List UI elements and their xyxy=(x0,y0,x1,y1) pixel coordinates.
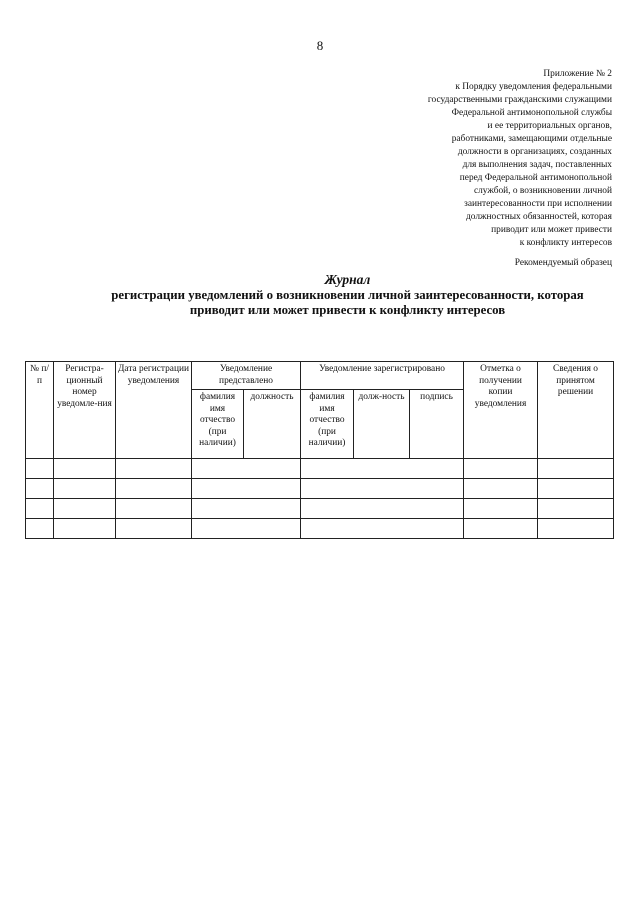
table-cell xyxy=(538,479,614,499)
appendix-line: должностных обязанностей, которая xyxy=(466,212,612,222)
table-cell xyxy=(538,499,614,519)
document-title: Журнал xyxy=(324,272,371,287)
header-copy-mark: Отметка о получении копии уведомления xyxy=(464,362,538,459)
document-subtitle-line: регистрации уведомлений о возникновении личной заинтересованности, которая xyxy=(111,288,584,302)
table-row xyxy=(26,499,614,519)
table-row xyxy=(26,479,614,499)
appendix-line: службой, о возникновении личной xyxy=(473,186,612,196)
appendix-line: работниками, замещающими отдельные xyxy=(451,134,612,144)
appendix-reference xyxy=(352,68,612,250)
header-registered-name: фамилия имя отчество (при наличии) xyxy=(301,390,354,459)
header-registered-position: долж-ность xyxy=(354,390,410,459)
journal-table xyxy=(25,361,614,539)
header-registered-group: Уведомление зарегистрировано xyxy=(301,362,464,390)
table-row xyxy=(26,459,614,479)
header-reg-date: Дата регистрации уведомления xyxy=(116,362,192,459)
appendix-line: Приложение № 2 xyxy=(543,69,612,79)
table-cell xyxy=(538,519,614,539)
table-cell xyxy=(192,459,301,479)
appendix-line: приводит или может привести xyxy=(491,225,612,235)
sample-label: Рекомендуемый образец xyxy=(514,258,612,268)
document-subtitle-line: приводит или может привести к конфликту интересов xyxy=(189,303,506,317)
appendix-line: государственными гражданскими служащими xyxy=(427,95,612,105)
table-cell xyxy=(116,459,192,479)
header-submitted-group: Уведомление представлено xyxy=(192,362,301,390)
appendix-line: для выполнения задач, поставленных xyxy=(462,160,612,170)
table-cell xyxy=(301,519,464,539)
table-cell xyxy=(192,519,301,539)
table-cell xyxy=(116,479,192,499)
table-cell xyxy=(26,479,54,499)
table-cell xyxy=(464,459,538,479)
header-reg-number: Регистра-ционный номер уведомле-ния xyxy=(54,362,116,459)
table-cell xyxy=(301,499,464,519)
table-cell xyxy=(464,519,538,539)
table-cell xyxy=(301,479,464,499)
header-decision: Сведения о принятом решении xyxy=(538,362,614,459)
header-submitted-name: фамилия имя отчество (при наличии) xyxy=(192,390,244,459)
table-cell xyxy=(26,499,54,519)
appendix-line: к Порядку уведомления федеральными xyxy=(455,82,612,92)
table-cell xyxy=(26,519,54,539)
table-cell xyxy=(116,519,192,539)
table-cell xyxy=(464,479,538,499)
table-cell xyxy=(54,459,116,479)
table-cell xyxy=(192,479,301,499)
table-cell xyxy=(464,499,538,519)
table-cell xyxy=(54,499,116,519)
table-cell xyxy=(116,499,192,519)
page-number: 8 xyxy=(316,38,324,53)
title-block xyxy=(60,272,635,318)
table-cell xyxy=(192,499,301,519)
header-submitted-position: должность xyxy=(244,390,301,459)
table-cell xyxy=(54,479,116,499)
table-cell xyxy=(538,459,614,479)
table-cell xyxy=(26,459,54,479)
appendix-line: и ее территориальных органов, xyxy=(487,121,612,131)
table-row xyxy=(26,519,614,539)
appendix-line: Федеральной антимонопольной службы xyxy=(451,108,612,118)
table-cell xyxy=(301,459,464,479)
appendix-line: перед Федеральной антимонопольной xyxy=(459,173,612,183)
header-num: № п/п xyxy=(26,362,54,459)
appendix-line: к конфликту интересов xyxy=(519,238,612,248)
appendix-line: заинтересованности при исполнении xyxy=(464,199,612,209)
header-registered-signature: подпись xyxy=(410,390,464,459)
table-cell xyxy=(54,519,116,539)
header-row xyxy=(26,362,614,390)
appendix-line: должности в организациях, созданных xyxy=(457,147,612,157)
